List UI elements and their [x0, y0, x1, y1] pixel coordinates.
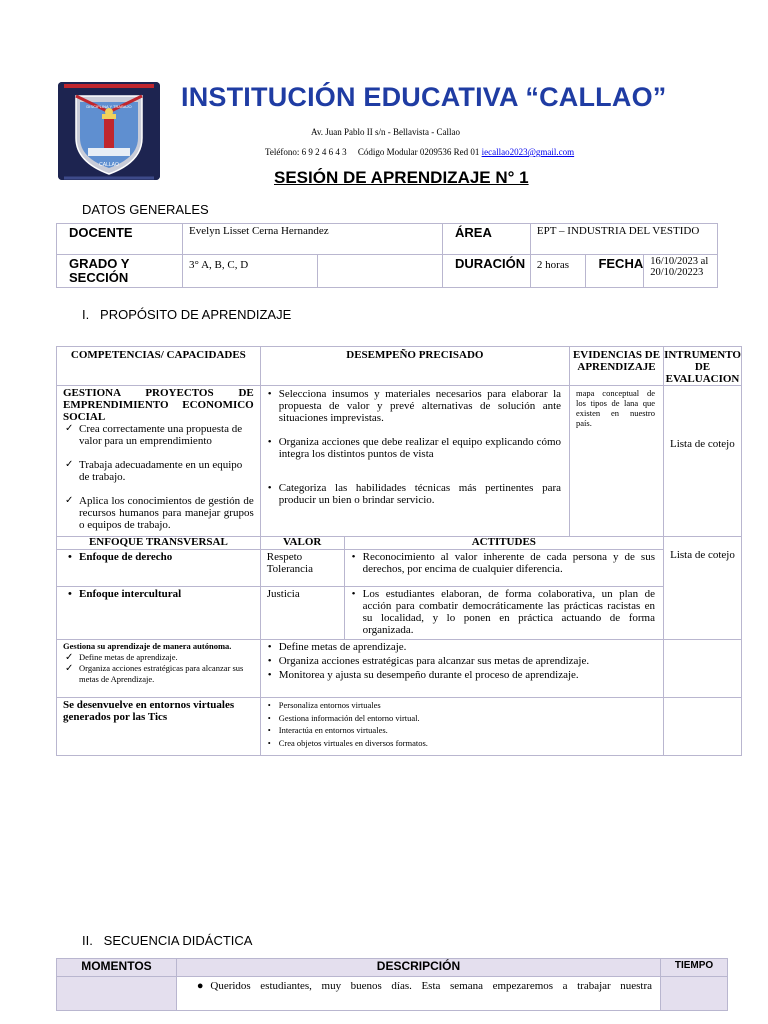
tiempo-header: TIEMPO	[661, 959, 728, 977]
valor-cell: Respeto Tolerancia	[260, 550, 344, 587]
descripcion-text: Queridos estudiantes, muy buenos días. Esta semana empezaremos a trabajar nuestra	[210, 980, 653, 992]
duracion-value: 2 horas	[530, 255, 586, 288]
instrumento2-cell: Lista de cotejo	[663, 537, 741, 640]
school-logo	[58, 82, 160, 180]
fecha-label: FECHA	[586, 255, 644, 288]
competencias-header: COMPETENCIAS/ CAPACIDADES	[57, 347, 261, 386]
duracion-label: DURACIÓN	[443, 255, 531, 288]
actitud-item: • Reconocimiento al valor inherente de cada persona y de sus derechos, por encima de cualquier diferencia.	[349, 551, 655, 575]
grado-label: GRADO Y SECCIÓN	[57, 255, 183, 288]
gestiona-desempeno-item: • Define metas de aprendizaje.	[265, 640, 659, 654]
gestiona-cell	[57, 640, 261, 698]
contact-line	[265, 147, 574, 157]
momento-cell	[57, 977, 177, 1011]
secuencia-table	[56, 958, 728, 1011]
actitudes-header: ACTITUDES	[344, 537, 663, 550]
competencia-title: GESTIONA PROYECTOS DE EMPRENDIMIENTO ECONOMICO SOCIAL	[63, 387, 254, 423]
competencia-cell	[57, 386, 261, 537]
instrumento-cell: Lista de cotejo	[663, 386, 741, 537]
actitud-cell	[344, 587, 663, 640]
email-link[interactable]: iecallao2023@gmail.com	[481, 147, 575, 157]
grado-value: 3° A, B, C, D	[183, 255, 318, 288]
tiempo-cell	[661, 977, 728, 1011]
gestiona-desempeno-item: • Monitorea y ajusta su desempeño durante el proceso de aprendizaje.	[265, 668, 659, 682]
gestiona-title: Gestiona su aprendizaje de manera autónoma.	[63, 641, 232, 651]
virtual-item: • Personaliza entornos virtuales	[265, 699, 659, 712]
valor-header: VALOR	[260, 537, 344, 550]
proposito-table	[56, 346, 742, 756]
momentos-header: MOMENTOS	[57, 959, 177, 977]
descripcion-cell	[176, 977, 660, 1011]
enfoque-list	[65, 588, 256, 600]
docente-value: Evelyn Lisset Cerna Hernandez	[183, 224, 443, 255]
gestiona-desempenos-cell	[260, 640, 663, 698]
logo-motto: DISCIPLINA Y TRABAJO	[86, 104, 132, 109]
bullet-icon: ●	[196, 980, 211, 992]
area-value: EPT – INDUSTRIA DEL VESTIDO	[530, 224, 717, 255]
gestiona-item: ✓ Define metas de aprendizaje.	[63, 652, 256, 663]
instrumento-header: INTRUMENTO DE EVALUACION	[663, 347, 741, 386]
capacidades-list	[63, 423, 254, 531]
empty-cell	[663, 640, 741, 698]
evidencias-header: EVIDENCIAS DE APRENDIZAJE	[570, 347, 664, 386]
desempenos-cell	[260, 386, 569, 537]
virtual-list	[265, 699, 659, 749]
empty-cell	[663, 698, 741, 756]
actitud-item: • Los estudiantes elaboran, de forma colaborativa, un plan de acción para combatir democráticamente las prácticas racistas en su localidad, y lo ponen en práctica actuando de forma organizada.	[349, 588, 655, 636]
virtual-item: • Crea objetos virtuales en diversos formatos.	[265, 737, 659, 750]
desempeno-header: DESEMPEÑO PRECISADO	[260, 347, 569, 386]
gestiona-desempenos-list	[265, 640, 659, 682]
section-2-title: II. SECUENCIA DIDÁCTICA	[82, 933, 253, 948]
capacidad-item: ✓ Aplica los conocimientos de gestión de recursos humanos para manejar grupos o equipos de trabajo.	[63, 495, 254, 531]
phone-code-text: Teléfono: 6 9 2 4 6 4 3 Código Modular 0209536 Red 01	[265, 147, 480, 157]
gestiona-desempeno-item: • Organiza acciones estratégicas para alcanzar sus metas de aprendizaje.	[265, 654, 659, 668]
docente-label: DOCENTE	[57, 224, 183, 255]
empty-cell	[318, 255, 443, 288]
capacidad-item: ✓ Crea correctamente una propuesta de valor para un emprendimiento	[63, 423, 254, 447]
descripcion-header: DESCRIPCIÓN	[176, 959, 660, 977]
actitud-list	[349, 588, 655, 636]
fecha-value: 16/10/2023 al 20/10/20223	[644, 255, 718, 288]
actitud-cell	[344, 550, 663, 587]
enfoque-header: ENFOQUE TRANSVERSAL	[57, 537, 261, 550]
datos-generales-title: DATOS GENERALES	[82, 202, 209, 217]
enfoque-list	[65, 551, 256, 563]
session-title: SESIÓN DE APRENDIZAJE N° 1	[274, 168, 529, 187]
datos-generales-table	[56, 223, 718, 288]
desempeno-item: • Selecciona insumos y materiales necesarios para elaborar la propuesta de valor y prevé alternativas de solución ante situaciones imprevistas.	[265, 388, 561, 424]
enfoque-name: • Enfoque de derecho	[65, 551, 256, 563]
section-1-title: I. PROPÓSITO DE APRENDIZAJE	[82, 307, 292, 322]
enfoque-intercultural-cell	[57, 587, 261, 640]
school-address: Av. Juan Pablo II s/n - Bellavista - Callao	[311, 127, 460, 137]
evidencia-cell: mapa conceptual de los tipos de lana que existen en nuestro país.	[570, 386, 664, 537]
valor-cell: Justicia	[260, 587, 344, 640]
desempeno-item: • Organiza acciones que debe realizar el equipo explicando cómo integra los distintos puntos de vista	[265, 436, 561, 460]
gestiona-list	[63, 652, 256, 685]
enfoque-name: • Enfoque intercultural	[65, 588, 256, 600]
logo-caption: CALLAO	[99, 162, 119, 168]
virtual-item: • Interactúa en entornos virtuales.	[265, 724, 659, 737]
enfoque-derecho-cell	[57, 550, 261, 587]
institution-title: INSTITUCIÓN EDUCATIVA “CALLAO”	[181, 82, 667, 112]
virtual-items-cell	[260, 698, 663, 756]
desempenos-list	[265, 388, 561, 506]
area-label: ÁREA	[443, 224, 531, 255]
capacidad-item: ✓ Trabaja adecuadamente en un equipo de trabajo.	[63, 459, 254, 483]
desempeno-item: • Categoriza las habilidades técnicas más pertinentes para producir un bien o brindar servicio.	[265, 482, 561, 506]
virtual-cell: Se desenvuelve en entornos virtuales generados por las Tics	[57, 698, 261, 756]
gestiona-item: ✓ Organiza acciones estratégicas para alcanzar sus metas de Aprendizaje.	[63, 663, 256, 685]
actitud-list	[349, 551, 655, 575]
virtual-item: • Gestiona información del entorno virtual.	[265, 712, 659, 725]
